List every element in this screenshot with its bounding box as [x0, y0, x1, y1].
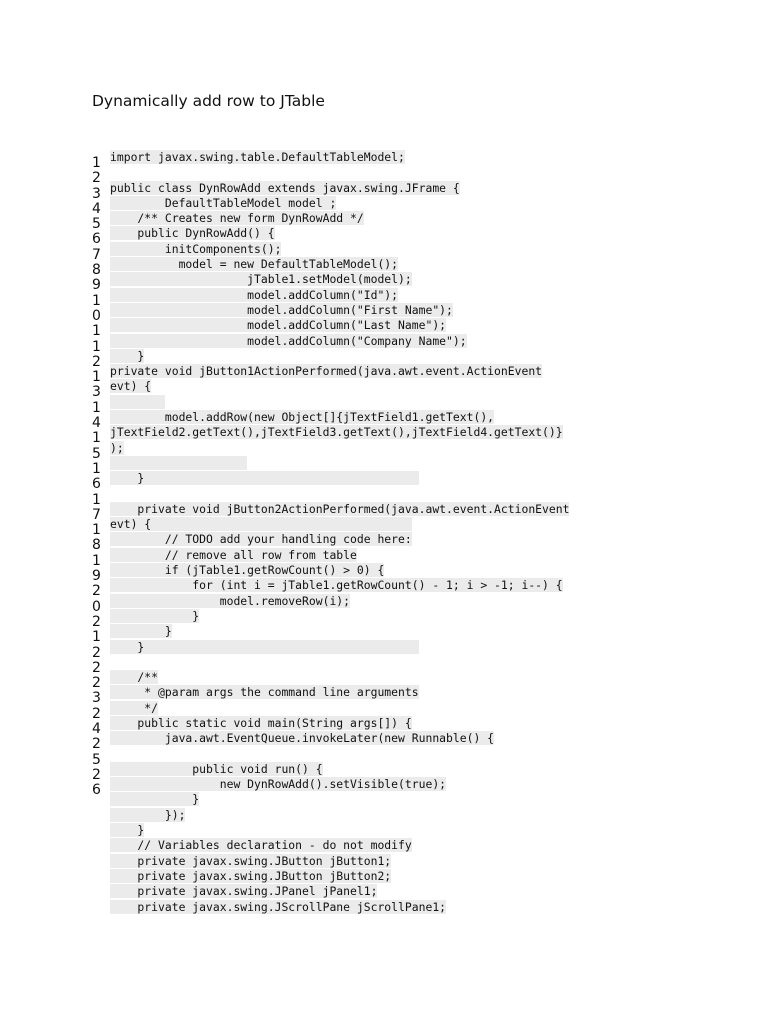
line-number: 1	[92, 292, 101, 309]
code-line-text: }	[110, 471, 419, 486]
line-number: 2	[92, 613, 101, 630]
code-line	[110, 517, 680, 532]
code-line	[110, 563, 680, 578]
code-line-text: java.awt.EventQueue.invokeLater(new Runnable() {	[110, 731, 495, 746]
line-number: 3	[92, 384, 101, 401]
line-number: 5	[92, 216, 101, 233]
code-line-text: }	[110, 792, 200, 807]
line-number: 5	[92, 751, 101, 768]
line-number: 1	[92, 369, 101, 386]
code-line	[110, 884, 680, 899]
line-number: 1	[92, 491, 101, 508]
line-number: 2	[92, 170, 101, 187]
code-line	[110, 242, 680, 257]
line-number: 6	[92, 782, 101, 799]
code-line-text: private javax.swing.JPanel jPanel1;	[110, 884, 378, 899]
line-number: 1	[92, 155, 101, 171]
code-line	[110, 502, 680, 517]
code-line-text: }	[110, 823, 145, 838]
code-line	[110, 441, 680, 456]
code-line-text: public DynRowAdd() {	[110, 226, 275, 241]
code-line-text: // Variables declaration - do not modify	[110, 838, 412, 853]
code-line-text: model.addColumn("Id");	[110, 287, 399, 302]
code-line	[110, 303, 680, 318]
code-line	[110, 777, 680, 792]
line-number: 2	[92, 353, 101, 370]
code-line	[110, 838, 680, 853]
code-line	[110, 456, 680, 471]
line-number: 6	[92, 476, 101, 493]
code-line-text: model = new DefaultTableModel();	[110, 257, 399, 272]
code-line	[110, 181, 680, 196]
line-number: 1	[92, 338, 101, 355]
code-line	[110, 150, 680, 165]
code-line	[110, 425, 680, 440]
code-line-text: /** Creates new form DynRowAdd */	[110, 211, 364, 226]
code-line	[110, 578, 680, 593]
code-line	[110, 900, 680, 915]
line-number: 2	[92, 583, 101, 600]
line-number: 1	[92, 323, 101, 340]
code-line-text: private void jButton2ActionPerformed(java.awt.event.ActionEvent	[110, 501, 570, 516]
code-line	[110, 410, 680, 425]
code-line-text: jTextField2.getText(),jTextField3.getText(),jTextField4.getText()}	[110, 425, 563, 440]
code-line-text: }	[110, 608, 200, 623]
code-line-text: model.addColumn("First Name");	[110, 302, 453, 317]
code-line-text: }	[110, 624, 172, 639]
code-line	[110, 226, 680, 241]
line-number: 3	[92, 185, 101, 202]
line-number: 1	[92, 629, 101, 646]
code-line	[110, 869, 680, 884]
code-line-text: private void jButton1ActionPerformed(java.awt.event.ActionEvent	[110, 364, 543, 379]
line-number: 6	[92, 231, 101, 248]
code-line	[110, 379, 680, 394]
line-number: 7	[92, 246, 101, 263]
line-number: 1	[92, 430, 101, 447]
line-number: 2	[92, 705, 101, 722]
code-line	[110, 318, 680, 333]
code-line	[110, 594, 680, 609]
code-line-text: // remove all row from table	[110, 547, 357, 562]
line-number-gutter	[92, 156, 108, 798]
code-line	[110, 349, 680, 364]
code-line	[110, 670, 680, 685]
code-line-text: private javax.swing.JScrollPane jScrollPane1;	[110, 899, 447, 914]
code-line-text: for (int i = jTable1.getRowCount() - 1; i > -1; i--) {	[110, 578, 563, 593]
line-number: 1	[92, 399, 101, 416]
code-line	[110, 792, 680, 807]
code-line-text: /**	[110, 670, 159, 685]
code-line	[110, 334, 680, 349]
line-number: 0	[92, 307, 101, 324]
line-number: 4	[92, 200, 101, 217]
code-line	[110, 288, 680, 303]
line-number: 9	[92, 277, 101, 294]
code-line-text: // TODO add your handling code here:	[110, 532, 412, 547]
code-line-text: */	[110, 700, 159, 715]
code-line	[110, 196, 680, 211]
code-line-text: model.addRow(new Object[]{jTextField1.getText(),	[110, 410, 495, 425]
code-line	[110, 808, 680, 823]
code-line	[110, 823, 680, 838]
code-line	[110, 747, 680, 762]
line-number: 2	[92, 736, 101, 753]
code-line	[110, 701, 680, 716]
line-number: 3	[92, 690, 101, 707]
code-line	[110, 487, 680, 502]
code-line	[110, 731, 680, 746]
line-number: 2	[92, 659, 101, 676]
line-number: 2	[92, 675, 101, 692]
line-number: 8	[92, 262, 101, 279]
code-line	[110, 364, 680, 379]
code-line	[110, 624, 680, 639]
code-line-text: jTable1.setModel(model);	[110, 272, 412, 287]
line-number: 0	[92, 598, 101, 615]
line-number: 8	[92, 537, 101, 554]
code-line-text: private javax.swing.JButton jButton2;	[110, 868, 392, 883]
code-line-text: evt) {	[110, 517, 412, 532]
code-line-text: );	[110, 440, 124, 455]
code-line-text: initComponents();	[110, 241, 282, 256]
line-number: 2	[92, 766, 101, 783]
code-line-text: public static void main(String args[]) {	[110, 715, 412, 730]
line-number: 1	[92, 522, 101, 539]
code-line-text: public class DynRowAdd extends javax.swing.JFrame {	[110, 180, 460, 195]
code-line-text: });	[110, 807, 186, 822]
code-line	[110, 548, 680, 563]
code-line-text: private javax.swing.JButton jButton1;	[110, 853, 392, 868]
code-line	[110, 640, 680, 655]
code-line-text: if (jTable1.getRowCount() > 0) {	[110, 563, 385, 578]
code-line-text: new DynRowAdd().setVisible(true);	[110, 777, 447, 792]
line-number: 1	[92, 552, 101, 569]
code-line	[110, 609, 680, 624]
code-line	[110, 257, 680, 272]
code-line-text: DefaultTableModel model ;	[110, 195, 337, 210]
line-number: 5	[92, 445, 101, 462]
code-line-text: }	[110, 348, 145, 363]
code-line-text: public void run() {	[110, 761, 323, 776]
code-line-text: model.addColumn("Last Name");	[110, 318, 447, 333]
code-line	[110, 395, 680, 410]
code-line	[110, 762, 680, 777]
line-number: 2	[92, 644, 101, 661]
code-line-text: }	[110, 639, 419, 654]
code-line	[110, 272, 680, 287]
code-line-text: evt) {	[110, 379, 152, 394]
line-number: 4	[92, 720, 101, 737]
code-line-text	[110, 456, 247, 470]
code-line-text	[110, 395, 165, 409]
code-block	[110, 150, 680, 915]
code-line-text: * @param args the command line arguments	[110, 685, 419, 700]
code-line	[110, 211, 680, 226]
line-number: 9	[92, 568, 101, 585]
document-title: Dynamically add row to JTable	[92, 92, 325, 110]
line-number: 7	[92, 506, 101, 523]
code-line	[110, 854, 680, 869]
code-line	[110, 716, 680, 731]
code-line-text: model.removeRow(i);	[110, 593, 351, 608]
code-line-text: model.addColumn("Company Name");	[110, 333, 467, 348]
code-line	[110, 532, 680, 547]
code-line-text: import javax.swing.table.DefaultTableModel;	[110, 150, 405, 164]
code-line	[110, 165, 680, 180]
code-line	[110, 655, 680, 670]
line-number: 1	[92, 460, 101, 477]
code-line	[110, 685, 680, 700]
code-line	[110, 471, 680, 486]
line-number: 4	[92, 415, 101, 432]
